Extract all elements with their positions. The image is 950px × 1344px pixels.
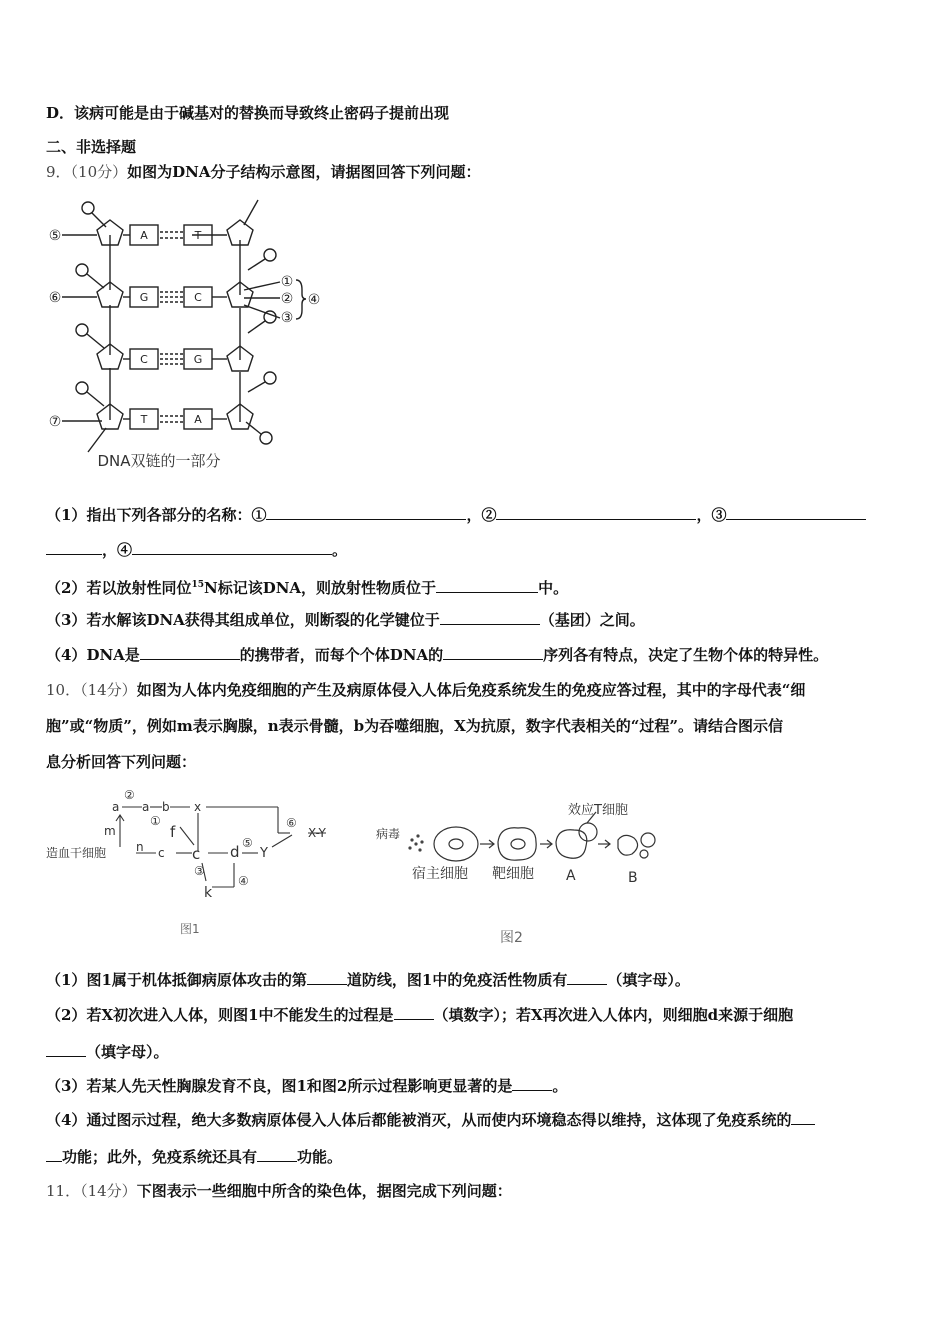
- sub-text: 若以放射性同位: [86, 579, 192, 597]
- sub-text: 功能；此外，免疫系统还具有: [62, 1148, 258, 1166]
- base-label: A: [194, 413, 202, 426]
- q10-sub1: [46, 970, 690, 990]
- q10-sub4: [46, 1110, 815, 1130]
- sub-label: （1）: [46, 971, 87, 989]
- phosphate-circle: [76, 382, 88, 394]
- origin-label: 造血干细胞: [46, 846, 107, 860]
- sub-text: 若某人先天性胸腺发育不良，图1和图2所示过程影响更显著的是: [86, 1077, 513, 1095]
- terminal-line: [244, 200, 258, 225]
- fig-letter: n: [136, 840, 144, 854]
- sub-text: （填字母）。: [607, 971, 690, 989]
- process-number: ⑤: [242, 836, 253, 850]
- target-cell-label: 靶细胞: [492, 866, 534, 882]
- fig-letter: b: [162, 800, 170, 814]
- virus-dot: [408, 846, 411, 849]
- answer-blank[interactable]: [140, 645, 240, 660]
- q10-stem-line1: [46, 680, 805, 700]
- process-number: ④: [238, 874, 249, 888]
- base-label: A: [140, 229, 148, 242]
- sub-label: （2）: [46, 1006, 87, 1024]
- base-label: G: [193, 353, 203, 366]
- immune-diagram-1: [46, 785, 346, 945]
- answer-blank[interactable]: [46, 1147, 62, 1162]
- fig-letter: X-Y: [308, 826, 326, 840]
- figure-caption: DNA双链的一部分: [97, 452, 221, 470]
- sub-label: （2）: [46, 579, 87, 597]
- q9-sub4: [46, 645, 828, 665]
- question-text: 如图为人体内免疫细胞的产生及病原体侵入人体后免疫系统发生的免疫应答过程，其中的字母代表“细: [136, 681, 806, 699]
- fig-letter: x: [194, 800, 202, 814]
- sub-text: （填数字）；若X再次进入人体内，则细胞d来源于细胞: [433, 1006, 794, 1024]
- q9-sub3: [46, 610, 645, 630]
- marker-label: ⑦: [48, 414, 62, 430]
- base-label: T: [140, 413, 148, 426]
- question-number: 11．: [46, 1182, 81, 1200]
- question-score: （14分）: [80, 1182, 137, 1200]
- sub-text: ，②: [466, 506, 497, 524]
- fig-letter: m: [104, 824, 116, 838]
- q9-sub1: [46, 505, 866, 525]
- marker-label: ①: [280, 274, 294, 290]
- virus-dot: [418, 848, 421, 851]
- sub-text: （基团）之间。: [539, 611, 645, 629]
- sub-text: 中。: [538, 579, 569, 597]
- fig-letter: Y: [260, 846, 268, 861]
- q10-stem-line3: 息分析回答下列问题：: [46, 753, 197, 771]
- base-label: C: [194, 291, 202, 304]
- process-number: ⑥: [286, 816, 297, 830]
- question-score: （10分）: [70, 163, 128, 181]
- question-number: 10．: [46, 681, 81, 699]
- phosphate-circle: [76, 324, 88, 336]
- bracket-line: [296, 280, 306, 319]
- immune-diagram-2: [372, 790, 672, 950]
- sub-label: （3）: [46, 1077, 87, 1095]
- answer-blank[interactable]: [443, 645, 543, 660]
- option-text: 该病可能是由于碱基对的替换而导致终止密码子提前出现: [74, 104, 450, 122]
- section-title: 二、非选择题: [46, 138, 137, 156]
- phosphate-circle: [264, 372, 276, 384]
- sub-label: （4）: [46, 1111, 87, 1129]
- answer-blank[interactable]: [132, 540, 332, 555]
- sub-text: 序列各有特点，决定了生物个体的特异性。: [543, 646, 829, 664]
- phosphate-circle: [260, 432, 272, 444]
- answer-blank[interactable]: [266, 505, 466, 520]
- sub-text: （填字母）。: [86, 1043, 169, 1061]
- sub-label: （4）: [46, 646, 87, 664]
- q9-stem: [46, 162, 481, 182]
- immune-figure-1: [46, 785, 346, 945]
- sub-text: ，③: [696, 506, 727, 524]
- process-number: ③: [194, 864, 205, 878]
- q10-sub3: [46, 1076, 567, 1096]
- host-cell-label: 宿主细胞: [412, 866, 468, 882]
- q10-stem-line2: 胞”或“物质”，例如m表示胸腺，n表示骨髓，b为吞噬细胞，X为抗原，数字代表相关的“过程”。请结合图示信: [46, 717, 784, 735]
- sub-text: 图1属于机体抵御病原体攻击的第: [86, 971, 307, 989]
- superscript: 15: [191, 580, 204, 590]
- virus-dot: [410, 838, 413, 841]
- answer-blank[interactable]: [394, 1005, 434, 1020]
- option-letter: D．: [46, 104, 75, 122]
- q10-sub2-cont: [46, 1042, 169, 1062]
- fig-letter: a: [142, 800, 150, 814]
- fig-letter: c: [158, 846, 165, 860]
- base-label: C: [140, 353, 148, 366]
- phosphate-bond: [87, 334, 104, 348]
- arrow-line: [180, 827, 194, 845]
- target-cell: [498, 828, 536, 860]
- question-score: （14分）: [80, 681, 137, 699]
- sub-text: 的携带者，而每个个体DNA的: [239, 646, 444, 664]
- label-b: B: [628, 870, 638, 886]
- fig-letter: d: [230, 843, 240, 861]
- sub-text: 。: [552, 1077, 568, 1095]
- marker-label: ⑤: [48, 228, 62, 244]
- effector-cell-label: 效应T细胞: [568, 803, 628, 818]
- answer-blank[interactable]: [307, 970, 347, 985]
- sub-label: （1）: [46, 506, 87, 524]
- q10-sub2: [46, 1005, 793, 1025]
- virus-dot: [414, 842, 417, 845]
- marker-leader: [244, 282, 280, 290]
- q9-sub2: [46, 575, 568, 598]
- terminal-line: [88, 428, 106, 452]
- phosphate-bond: [248, 382, 265, 392]
- dna-structure-figure: [44, 190, 334, 480]
- phosphate-bond: [87, 392, 104, 406]
- sub-text: 功能。: [297, 1148, 343, 1166]
- answer-blank[interactable]: [567, 970, 607, 985]
- cell-a: [556, 830, 587, 859]
- virus-dot: [416, 834, 419, 837]
- sub-label: （3）: [46, 611, 87, 629]
- label-a: A: [566, 868, 576, 884]
- cell-fragment: [640, 850, 648, 858]
- q10-sub4-cont: [46, 1147, 342, 1167]
- sub-text: ，④: [102, 541, 133, 559]
- phosphate-circle: [76, 264, 88, 276]
- figure-caption: 图2: [500, 930, 523, 946]
- phosphate-bond: [248, 321, 265, 333]
- sub-text: DNA是: [86, 646, 140, 664]
- sub-text: 通过图示过程，绝大多数病原体侵入人体后都能被消灭，从而使内环境稳态得以维持，这体现了免疫系统的: [86, 1111, 792, 1129]
- phosphate-bond: [87, 274, 104, 288]
- cell-fragment: [618, 835, 638, 855]
- virus-dot: [420, 840, 423, 843]
- option-d: [46, 103, 449, 123]
- answer-blank[interactable]: [512, 1076, 552, 1091]
- answer-blank[interactable]: [436, 578, 538, 593]
- question-number: 9．: [46, 163, 71, 181]
- base-label: G: [139, 291, 149, 304]
- question-text: 如图为DNA分子结构示意图，请据图回答下列问题：: [127, 163, 481, 181]
- cell-nucleus: [449, 839, 463, 849]
- figure-caption: 图1: [180, 922, 200, 936]
- process-number: ①: [150, 814, 161, 828]
- sub-text: 若X初次进入人体，则图1中不能发生的过程是: [86, 1006, 394, 1024]
- fig-letter: a: [112, 800, 120, 814]
- marker-label: ⑥: [48, 290, 62, 306]
- arrow-line: [272, 835, 292, 847]
- process-number: ②: [124, 788, 135, 802]
- cell-fragment: [641, 833, 655, 847]
- fig-letter: c: [192, 845, 201, 863]
- marker-label: ②: [280, 291, 294, 307]
- marker-leader: [244, 305, 280, 318]
- base-label: T: [194, 229, 202, 242]
- cell-nucleus: [511, 839, 525, 849]
- q11-stem: [46, 1181, 512, 1201]
- answer-blank[interactable]: [46, 540, 102, 555]
- phosphate-circle: [82, 202, 94, 214]
- fig-letter: f: [170, 823, 176, 841]
- answer-blank[interactable]: [496, 505, 696, 520]
- dna-diagram: [44, 190, 334, 480]
- phosphate-circle: [264, 249, 276, 261]
- answer-blank[interactable]: [46, 1042, 86, 1057]
- sub-text: N标记该DNA，则放射性物质位于: [203, 579, 437, 597]
- sub-text: 指出下列各部分的名称：①: [86, 506, 267, 524]
- answer-blank[interactable]: [440, 610, 540, 625]
- immune-figure-2: [372, 790, 672, 950]
- sub-text: 道防线，图1中的免疫活性物质有: [346, 971, 568, 989]
- answer-blank[interactable]: [726, 505, 866, 520]
- virus-label: 病毒: [376, 827, 401, 841]
- fig-letter: k: [204, 885, 213, 901]
- sub-text: 。: [332, 541, 348, 559]
- answer-blank[interactable]: [791, 1110, 815, 1125]
- question-text: 下图表示一些细胞中所含的染色体，据图完成下列问题：: [136, 1182, 512, 1200]
- q9-sub1-cont: [46, 540, 347, 560]
- marker-label: ③: [280, 310, 294, 326]
- answer-blank[interactable]: [257, 1147, 297, 1162]
- host-cell: [434, 827, 478, 861]
- sub-text: 若水解该DNA获得其组成单位，则断裂的化学键位于: [86, 611, 440, 629]
- marker-label: ④: [307, 292, 321, 308]
- phosphate-bond: [248, 259, 265, 270]
